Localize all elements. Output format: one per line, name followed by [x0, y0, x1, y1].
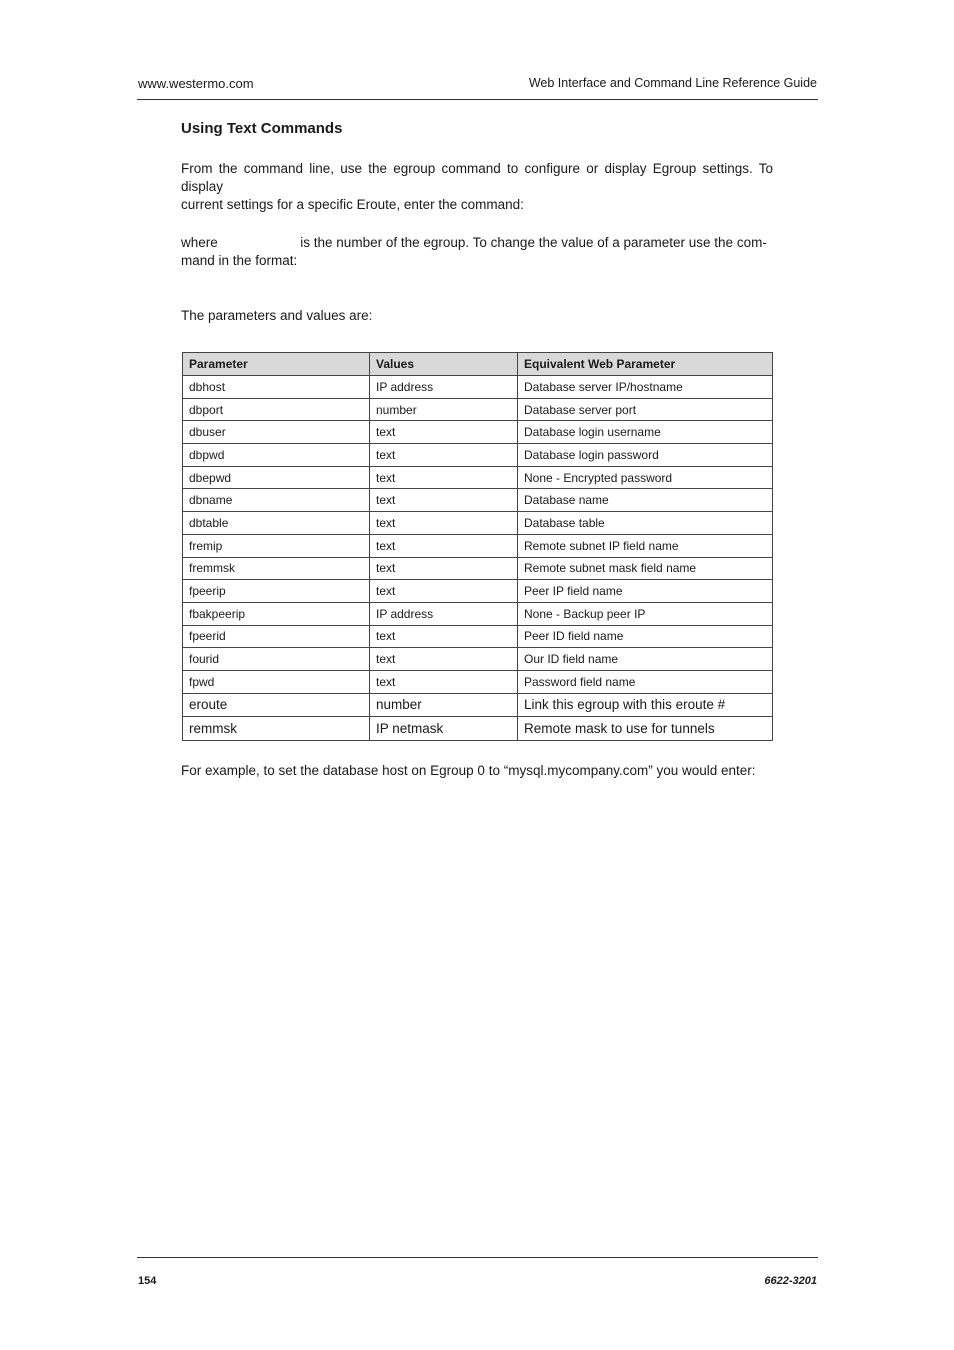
parameter-cell: dbpwd: [183, 444, 370, 467]
intro-line-1: From the command line, use the egroup command to configure or display Egroup settings. To display: [181, 161, 773, 194]
table-row: [183, 648, 773, 671]
table-row: [183, 717, 773, 741]
parameter-cell: dbname: [183, 489, 370, 512]
values-cell: text: [370, 421, 518, 444]
parameter-cell: dbepwd: [183, 466, 370, 489]
table-row: [183, 421, 773, 444]
values-cell: text: [370, 648, 518, 671]
parameter-cell: dbtable: [183, 512, 370, 535]
table-row: [183, 512, 773, 535]
web-parameter-cell: Remote subnet mask field name: [518, 557, 773, 580]
web-parameter-cell: Password field name: [518, 670, 773, 693]
web-parameter-cell: Peer ID field name: [518, 625, 773, 648]
web-parameter-cell: Database name: [518, 489, 773, 512]
web-parameter-cell: Our ID field name: [518, 648, 773, 671]
web-parameter-cell: None - Backup peer IP: [518, 602, 773, 625]
parameter-cell: fbakpeerip: [183, 602, 370, 625]
parameter-cell: eroute: [183, 693, 370, 717]
values-cell: IP address: [370, 602, 518, 625]
values-cell: text: [370, 489, 518, 512]
web-parameter-cell: Database login username: [518, 421, 773, 444]
parameter-cell: fremip: [183, 534, 370, 557]
table-row: [183, 398, 773, 421]
values-cell: IP netmask: [370, 717, 518, 741]
values-cell: text: [370, 625, 518, 648]
table-row: [183, 534, 773, 557]
parameter-cell: dbhost: [183, 376, 370, 399]
parameters-table: [182, 352, 773, 741]
parameter-cell: fpeerip: [183, 580, 370, 603]
where-line-1: where is the number of the egroup. To change the value of a parameter use the com-: [181, 235, 767, 250]
header-website: www.westermo.com: [138, 76, 254, 91]
document-number: 6622-3201: [764, 1275, 817, 1287]
web-parameter-cell: None - Encrypted password: [518, 466, 773, 489]
column-header: Parameter: [183, 353, 370, 376]
parameter-cell: remmsk: [183, 717, 370, 741]
parameter-cell: dbuser: [183, 421, 370, 444]
header-rule: [137, 99, 818, 100]
web-parameter-cell: Database server IP/hostname: [518, 376, 773, 399]
web-parameter-cell: Peer IP field name: [518, 580, 773, 603]
values-cell: text: [370, 444, 518, 467]
section-heading: Using Text Commands: [181, 120, 343, 137]
table-row: [183, 625, 773, 648]
column-header: Values: [370, 353, 518, 376]
web-parameter-cell: Remote mask to use for tunnels: [518, 717, 773, 741]
values-cell: text: [370, 670, 518, 693]
web-parameter-cell: Remote subnet IP field name: [518, 534, 773, 557]
values-cell: text: [370, 580, 518, 603]
values-cell: text: [370, 466, 518, 489]
values-cell: text: [370, 512, 518, 535]
values-cell: number: [370, 398, 518, 421]
params-intro: The parameters and values are:: [181, 308, 373, 323]
table-row: [183, 670, 773, 693]
web-parameter-cell: Database table: [518, 512, 773, 535]
table-row: [183, 580, 773, 603]
web-parameter-cell: Database server port: [518, 398, 773, 421]
footer-rule: [137, 1257, 818, 1258]
intro-paragraph: [181, 160, 773, 214]
values-cell: number: [370, 693, 518, 717]
parameter-cell: fpeerid: [183, 625, 370, 648]
column-header: Equivalent Web Parameter: [518, 353, 773, 376]
page-number: 154: [138, 1275, 157, 1287]
parameter-cell: fremmsk: [183, 557, 370, 580]
table-row: [183, 693, 773, 717]
parameter-cell: fpwd: [183, 670, 370, 693]
table-header-row: [183, 353, 773, 376]
table-row: [183, 444, 773, 467]
table-row: [183, 557, 773, 580]
values-cell: text: [370, 557, 518, 580]
header-guide-title: Web Interface and Command Line Reference Guide: [528, 76, 817, 90]
web-parameter-cell: Database login password: [518, 444, 773, 467]
where-paragraph: [181, 234, 773, 270]
where-line-2: mand in the format:: [181, 253, 298, 268]
table-row: [183, 466, 773, 489]
table-row: [183, 602, 773, 625]
intro-line-2: current settings for a specific Eroute, enter the command:: [181, 197, 524, 212]
parameter-cell: fourid: [183, 648, 370, 671]
values-cell: text: [370, 534, 518, 557]
web-parameter-cell: Link this egroup with this eroute #: [518, 693, 773, 717]
table-row: [183, 376, 773, 399]
values-cell: IP address: [370, 376, 518, 399]
parameter-cell: dbport: [183, 398, 370, 421]
table-row: [183, 489, 773, 512]
example-paragraph: For example, to set the database host on Egroup 0 to “mysql.mycompany.com” you would enter:: [181, 763, 756, 778]
